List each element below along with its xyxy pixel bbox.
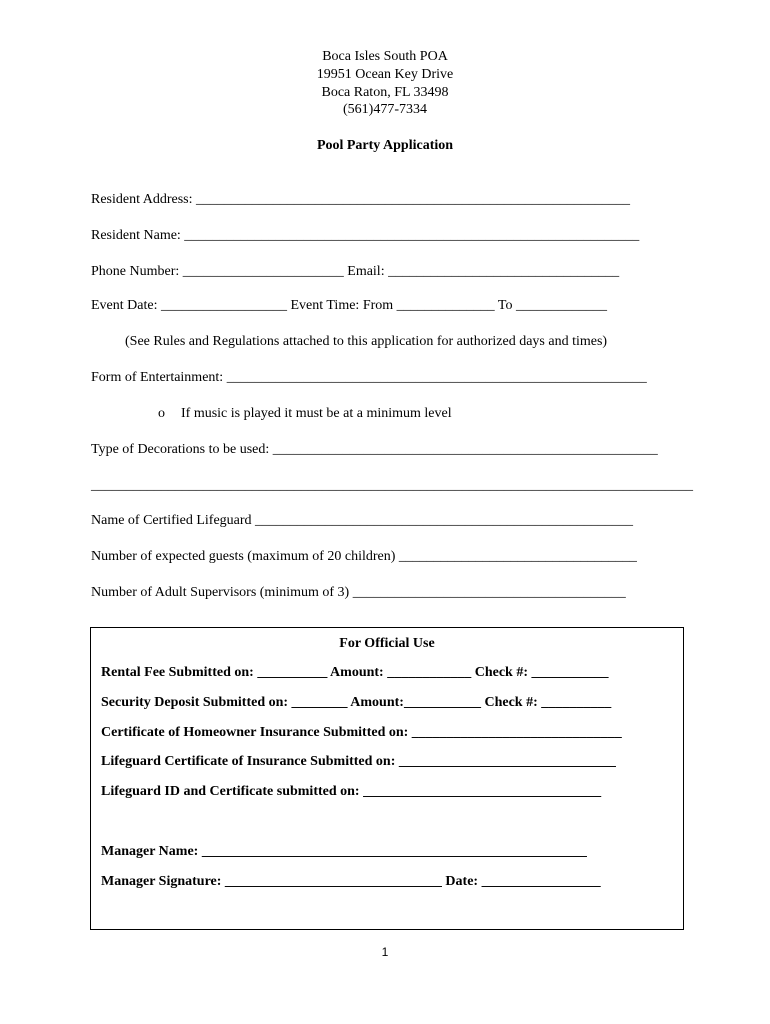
entertainment-field[interactable]: Form of Entertainment: ____________________________________________________________ [91, 370, 647, 385]
manager-signature-field[interactable]: Manager Signature: _______________________________ Date: _________________ [101, 874, 601, 889]
rental-fee-field[interactable]: Rental Fee Submitted on: __________ Amount: ____________ Check #: ___________ [101, 665, 609, 680]
event-date-time-field[interactable]: Event Date: __________________ Event Time: From ______________ To _____________ [91, 298, 607, 313]
music-note: If music is played it must be at a minimum level [181, 406, 452, 421]
org-name: Boca Isles South POA [322, 49, 448, 64]
org-city: Boca Raton, FL 33498 [321, 85, 449, 100]
bullet-icon: o [158, 406, 165, 421]
decorations-continued-line[interactable]: ______________________________________________________________________________________ [91, 478, 693, 493]
org-phone: (561)477-7334 [343, 102, 427, 117]
lifeguard-name-field[interactable]: Name of Certified Lifeguard ______________________________________________________ [91, 513, 634, 528]
manager-name-field[interactable]: Manager Name: _______________________________________________________ [101, 844, 587, 859]
expected-guests-field[interactable]: Number of expected guests (maximum of 20 children) __________________________________ [91, 549, 637, 564]
official-use-heading: For Official Use [339, 636, 435, 651]
org-street: 19951 Ocean Key Drive [316, 67, 454, 82]
homeowner-insurance-field[interactable]: Certificate of Homeowner Insurance Submitted on: ______________________________ [101, 725, 622, 740]
page-title: Pool Party Application [316, 138, 454, 153]
lifeguard-id-field[interactable]: Lifeguard ID and Certificate submitted on: __________________________________ [101, 784, 602, 799]
decorations-field[interactable]: Type of Decorations to be used: _______________________________________________________ [91, 442, 658, 457]
security-deposit-field[interactable]: Security Deposit Submitted on: ________ Amount:___________ Check #: __________ [101, 695, 612, 710]
phone-email-field[interactable]: Phone Number: _______________________ Email: _________________________________ [91, 264, 620, 279]
resident-address-field[interactable]: Resident Address: ______________________________________________________________ [91, 192, 630, 207]
resident-name-field[interactable]: Resident Name: _________________________________________________________________ [91, 228, 640, 243]
page-number: 1 [381, 945, 389, 959]
adult-supervisors-field[interactable]: Number of Adult Supervisors (minimum of 3) _______________________________________ [91, 585, 626, 600]
rules-note: (See Rules and Regulations attached to this application for authorized days and times) [125, 334, 608, 349]
lifeguard-insurance-field[interactable]: Lifeguard Certificate of Insurance Submitted on: _______________________________ [101, 754, 616, 769]
